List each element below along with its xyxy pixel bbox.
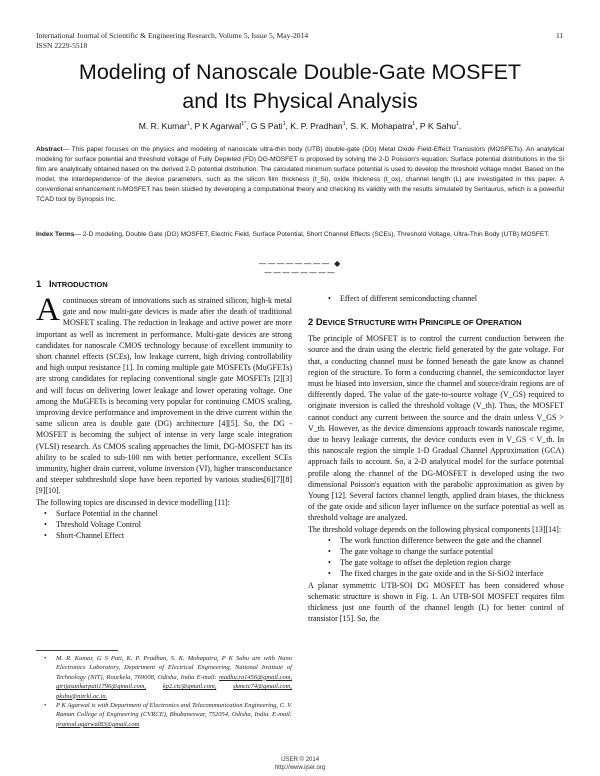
footnote-rule <box>36 650 118 651</box>
author: G S Pati <box>250 121 283 131</box>
continued-topics-list <box>308 293 564 304</box>
intro-text: continuous stream of innovations such as strained silicon, high-k metal gate and now multi-gate devices is made after the death of traditional MOSFET scaling. The reduction in leakage and active power are more important as well as increment in performance. Multi-gate devices are strong candidates for nanoscale CMOS technology because of excellent immunity to short channel effects (SCEs), low leakage current, high driving controllability and high output resistance [1]. In coming multiple gate MOSFETs (MuGFETs) are strong candidates for replacing conventional single gate MOSFETs [2][3] and will focus on delivering lower leakage and lower operating voltage. One among the MuGFETs is becoming very popular for continuing CMOS scaling, improving device performance and improvement in the drive current within the same silicon area is double gate (DG) architecture [4][5]. So, the DG -MOSFET is becoming the subject of intense in very large scale integration (VLSI) research. As CMOS scaling approaches the limit, DG-MOSFET has its ability to be scaled to sub-100 nm with better performance, excellent SCEs immunity, higher drain current, volume inversion (VI), higher transconductance and steeper subthreshold slope have been reported by various studies[6][7][8][9][10]. <box>36 296 292 496</box>
list-item: • Short-Channel Effect <box>56 530 292 541</box>
section-title-part: O <box>475 316 483 328</box>
section-title-part: S <box>347 316 354 328</box>
email-link[interactable]: madhu.ra1456@gmail.com, <box>219 673 293 681</box>
author-list: M. R. Kumar$^1$, P K Agarwal$^{1*}$, G S Pati$^1$, K. P. Pradhan$^1$, S. K. Mohapatra$^1$, P K Sahu$^1$. <box>138 121 462 131</box>
title-line-2: and Its Physical Analysis <box>182 89 418 113</box>
components-list <box>308 535 564 580</box>
structure-paragraph: A planar symmetric UTB-SOI DG MOSFET has been considered whose schematic structure is shown in Fig. 1. An UTB-SOI MOSFET requires film thickness just one fourth of the channel length (L) for better control of transistor [15]. So, the <box>308 580 564 624</box>
components-intro: The threshold voltage depends on the following physical components [13][14]: <box>308 524 562 534</box>
section-2-heading <box>308 316 564 327</box>
issn: ISSN 2229-5518 <box>36 41 88 50</box>
list-item: • The gate voltage to change the surface potential <box>340 546 564 557</box>
list-item: • Threshold Voltage Control <box>56 519 292 530</box>
intro-paragraph <box>36 292 292 497</box>
author: S. K. Mohapatra <box>350 121 413 131</box>
section-title-part: P <box>419 316 426 328</box>
index-terms-text: — 2-D modeling, Double Gate (DG) MOSFET, Electric Field, Surface Potential, Short Channel Effects (SCEs), Threshold Voltage, Ultra-Thin Body (UTB) MOSFET. <box>74 231 550 238</box>
section-title-part: D <box>315 316 323 328</box>
footnote-affiliation-1 <box>56 654 292 701</box>
author: P K Sahu <box>419 121 457 131</box>
section-title-part: PERATION <box>482 318 522 328</box>
section-title-initial: I <box>49 278 52 289</box>
list-item: • Surface Potential in the channel <box>56 508 292 519</box>
author: M. R. Kumar <box>138 121 187 131</box>
dropcap: A <box>36 292 60 328</box>
principle-paragraph: The principle of MOSFET is to control the current conduction between the source and the drain using the electric field generated by the gate voltage. For that, a conducting channel must be formed beneath the gate know as channel region of the structure. To form a conducting channel, the semiconductor layer must be biased into inversion, since the channel and source/drain regions are of differently doped. The value of the gate-to-source voltage (V_GS) required to originate inversion is called the threshold voltage (V_th). Thus, the MOSFET cannot conduct any current between the source and the drain unless V_GS > V_th. However, as the device dimensions approach towards nanoscale regime, due to heavy leakage currents, the device conducts even in V_GS < V_th. In this nanoscale region the simple 1-D Gradual Channel Approximation (GCA) approach fails to account. So, a 2-D analytical model for the surface potential profile along the channel of the DG-MOSFET is developed using the two dimensional Poisson's equation with the parabolic approximation as given by Young [12]. Several factors channel length, applied drain biases, the thickness of the gate oxide and silicon layer influence on the surface potential as well as threshold voltage are analyzed. <box>308 334 564 523</box>
section-number: 2 <box>308 316 314 328</box>
footnote-affiliation-2 <box>56 701 292 729</box>
title-line-1: Modeling of Nanoscale Double-Gate MOSFET <box>78 60 522 84</box>
topics-intro: The following topics are discussed in device modelling [11]: <box>36 497 230 507</box>
email-link[interactable]: kp2.ctc@gmail.com, <box>162 683 217 691</box>
list-item: • The gate voltage to offset the depletion region charge <box>340 557 564 568</box>
author: P K Agarwal <box>194 121 242 131</box>
copyright: IJSER © 2014 <box>280 757 320 763</box>
footnote-text: P K Agarwal is with Department of Electronics and Telecommunication Engineering, C. V. Raman College of Engineering (CVRCE), Bhubaneswar, 752054, Odisha, India. E-mail: <box>56 702 292 719</box>
author: K. P. Pradhan <box>290 121 343 131</box>
list-item: • The work function difference between the gate and the channel <box>340 535 564 546</box>
section-number: 1 <box>36 278 42 289</box>
email-link[interactable]: skmctc74@gmail.com, <box>232 683 293 691</box>
journal-header: International Journal of Scientific & Engineering Research, Volume 5, Issue 5, May-2014 <box>36 31 309 40</box>
abstract <box>36 145 564 205</box>
page-number: 11 <box>556 31 564 40</box>
section-title: NTRODUCTION <box>51 280 108 289</box>
section-separator: ———————— ◆ ———————— <box>258 259 342 277</box>
footnote-list <box>36 654 292 729</box>
list-item: • The fixed charges in the gate oxide and in the Si-SiO2 interface <box>340 568 564 579</box>
abstract-text: — This paper focuses on the physics and modeling of nanoscale ultra-thin body (UTB) double-gate (DG) Metal Oxide Field-Effect Transistors (MOSFETs). An analytical modeling for surface potential and threshold voltage of Fully Depleted (FD) DG-MOSFET is proposed by solving the 2-D Poisson's equation. Surface potential distributions in the Si film are analytically obtained based on the derived 2-D potential distribution. The calculated minimum surface potential is used to develop the threshold voltage model. Based on the model, the interdependence of the device parameters, such as the silicon film thickness (t_Si), oxide thickness (t_ox), channel length (L) are investigated in this paper. A conventional enhancement n-MOSFET has been studied by developing a computational theory and checking its validity with the results simulated by Sentaurus, which is a powerful TCAD tool by Synopsis Inc. <box>36 146 564 203</box>
index-terms <box>36 230 564 240</box>
section-title-part: TRUCTURE WITH <box>353 318 420 328</box>
section-title-part: EVICE <box>322 318 348 328</box>
email-link[interactable]: pkshu@nitrkl.ac.in. <box>56 692 108 700</box>
paper-title <box>40 58 560 116</box>
list-item: • Effect of different semiconducting channel <box>340 293 564 304</box>
topics-list <box>36 508 292 542</box>
email-link[interactable]: pramod.agarwal83@gmail.com <box>56 720 140 728</box>
email-link[interactable]: girijasankarpati1796@gmail.com, <box>56 683 147 691</box>
section-1-heading <box>36 278 292 289</box>
right-column <box>308 293 564 624</box>
footnote-text: M. R. Kumar, G S Pati, K. P. Pradhan, S. K. Mohapatra, P K Sahu are with Nano Electronics Laboratory, Department of Electrical Engineering, National Institute of Technology (NIT), Rourkela, 769008, Odisha, India E-mail: <box>56 655 292 681</box>
abstract-label: Abstract <box>36 146 63 153</box>
footnotes <box>36 654 292 729</box>
journal-url[interactable]: http://www.ijser.org <box>274 765 326 771</box>
section-title-part: RINCIPLE OF <box>425 318 476 328</box>
index-terms-label: Index Terms <box>36 231 75 238</box>
left-column <box>36 278 292 541</box>
